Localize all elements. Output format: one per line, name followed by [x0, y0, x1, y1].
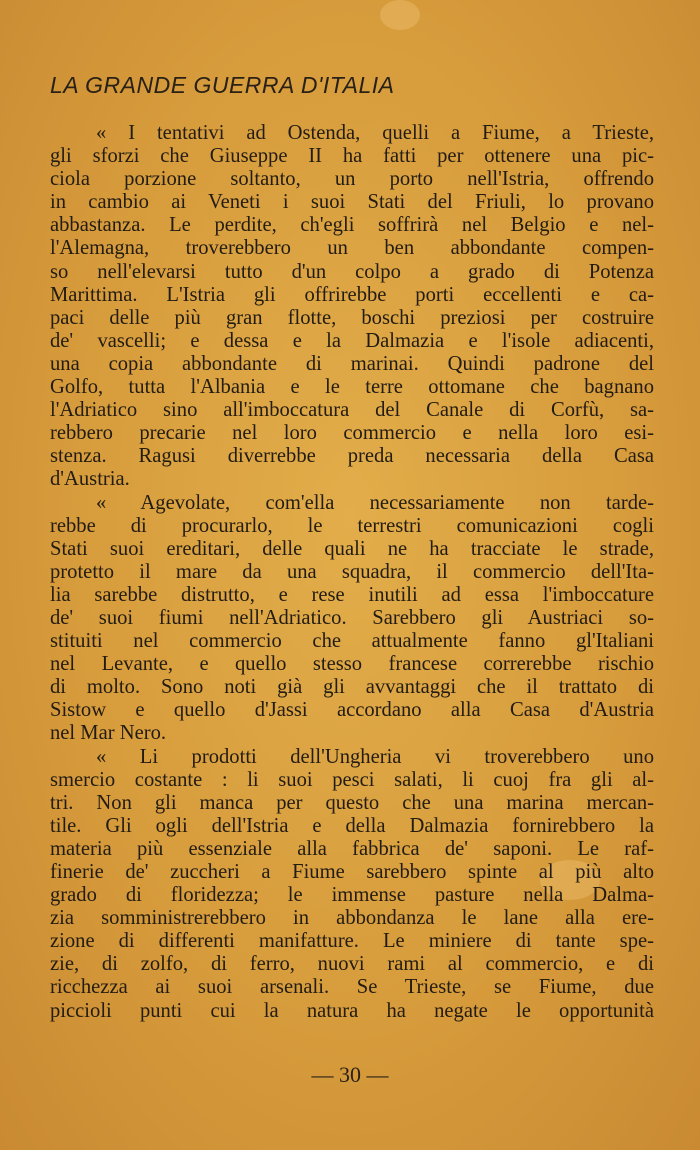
- body-text: [50, 122, 654, 1023]
- text-line: nel Mar Nero.: [50, 722, 167, 745]
- running-head: LA GRANDE GUERRA D'ITALIA: [50, 72, 395, 98]
- text-line: abbastanza. Le perdite, ch'egli soffrirà nel Belgio e nel-: [50, 214, 654, 237]
- text-line: de' vascelli; e dessa e la Dalmazia e l'isole adiacenti,: [50, 329, 654, 352]
- text-line: grado di floridezza; le immense pasture nella Dalma-: [50, 884, 654, 907]
- text-line: paci delle più gran flotte, boschi preziosi per costruire: [50, 306, 654, 329]
- text-line: stituiti nel commercio che attualmente fanno gl'Italiani: [50, 630, 654, 653]
- text-line: protetto il mare da una squadra, il commercio dell'Ita-: [50, 560, 654, 583]
- text-line: d'Austria.: [50, 468, 130, 491]
- text-line: una copia abbondante di marinai. Quindi padrone del: [50, 352, 654, 375]
- text-line: Golfo, tutta l'Albania e le terre ottomane che bagnano: [50, 376, 654, 399]
- text-line: in cambio ai Veneti i suoi Stati del Friuli, lo provano: [50, 191, 654, 214]
- text-line: ricchezza ai suoi arsenali. Se Trieste, se Fiume, due: [50, 976, 654, 999]
- text-line: Marittima. L'Istria gli offrirebbe porti eccellenti e ca-: [50, 283, 654, 306]
- text-line: zia somministrerebbero in abbondanza le lane alla ere-: [50, 907, 654, 930]
- text-line: Stati suoi ereditari, delle quali ne ha tracciate le strade,: [50, 537, 654, 560]
- text-line: « I tentativi ad Ostenda, quelli a Fiume, a Trieste,: [96, 122, 654, 144]
- text-line: di molto. Sono noti già gli avvantaggi che il trattato di: [50, 676, 654, 699]
- text-line: zie, di zolfo, di ferro, nuovi rami al commercio, e di: [50, 953, 654, 976]
- text-line: « Li prodotti dell'Ungheria vi troverebbero uno: [96, 745, 654, 768]
- text-line: « Agevolate, com'ella necessariamente non tarde-: [96, 491, 654, 514]
- text-line: lia sarebbe distrutto, e rese inutili ad essa l'imboccature: [50, 583, 654, 606]
- text-line: rebbero precarie nel loro commercio e nella loro esi-: [50, 422, 654, 445]
- text-line: Sistow e quello d'Jassi accordano alla Casa d'Austria: [50, 699, 654, 722]
- text-line: l'Alemagna, troverebbero un ben abbondante compen-: [50, 237, 654, 260]
- text-line: piccioli punti cui la natura ha negate le opportunità: [50, 999, 654, 1022]
- text-line: finerie de' zuccheri a Fiume sarebbero spinte al più alto: [50, 861, 654, 883]
- text-line: stenza. Ragusi diverrebbe preda necessaria della Casa: [50, 445, 654, 468]
- text-line: de' suoi fiumi nell'Adriatico. Sarebbero gli Austriaci so-: [50, 606, 654, 629]
- text-line: gli sforzi che Giuseppe II ha fatti per ottenere una pic-: [50, 145, 654, 168]
- text-line: rebbe di procurarlo, le terrestri comunicazioni cogli: [50, 514, 654, 537]
- text-line: zione di differenti manifatture. Le miniere di tante spe-: [50, 930, 654, 953]
- text-line: so nell'elevarsi tutto d'un colpo a grado di Potenza: [50, 260, 654, 283]
- text-line: tri. Non gli manca per questo che una marina mercan-: [50, 791, 654, 814]
- text-line: l'Adriatico sino all'imboccatura del Canale di Corfù, sa-: [50, 399, 654, 422]
- text-line: nel Levante, e quello stesso francese correrebbe rischio: [50, 653, 654, 676]
- text-line: smercio costante : li suoi pesci salati, li cuoj fra gli al-: [50, 768, 654, 791]
- paper-stain: [380, 0, 420, 30]
- text-line: tile. Gli ogli dell'Istria e della Dalmazia fornirebbero la: [50, 814, 654, 837]
- text-line: materia più essenziale alla fabbrica de' saponi. Le raf-: [50, 837, 654, 860]
- page-number: — 30 —: [311, 1062, 389, 1087]
- text-line: ciola porzione soltanto, un porto nell'Istria, offrendo: [50, 168, 654, 191]
